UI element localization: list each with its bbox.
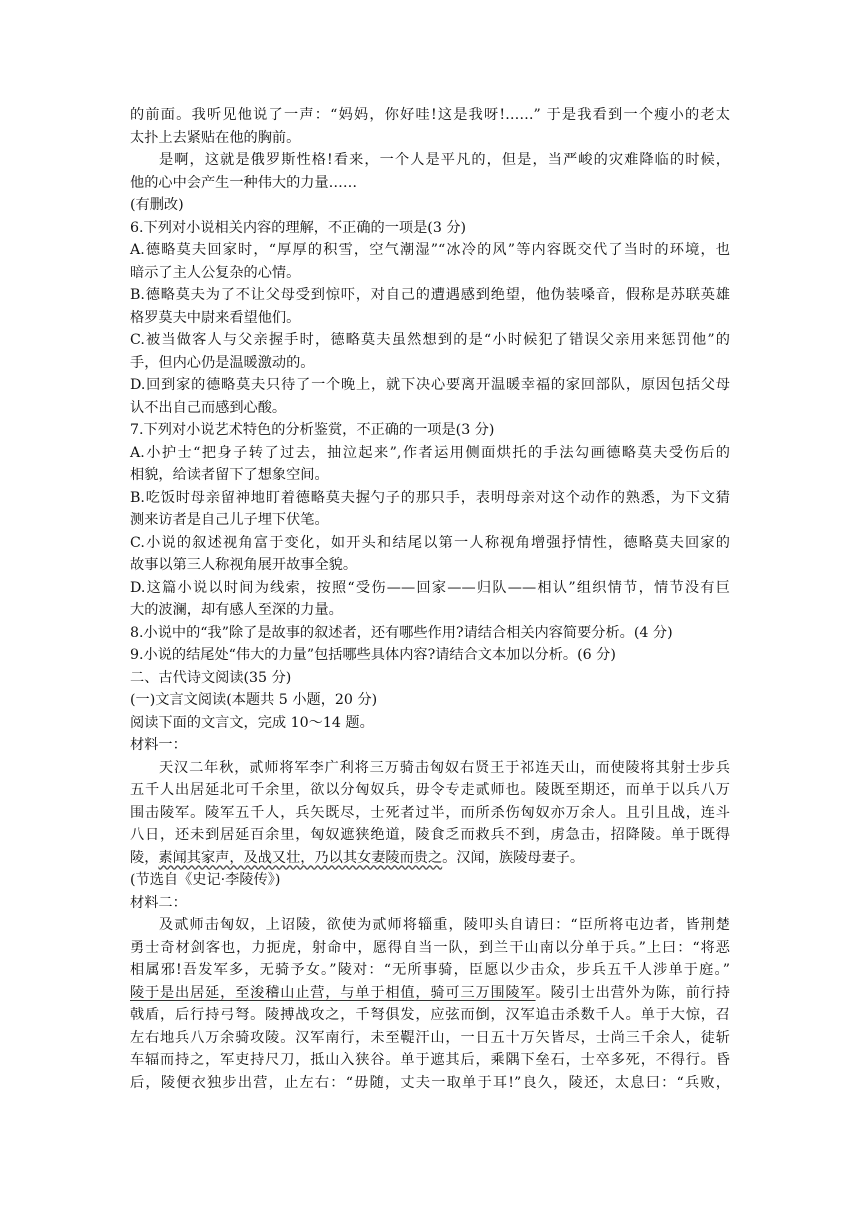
text-line: A.德略莫夫回家时，“厚厚的积雪，空气潮湿”“冰冷的风”等内容既交代了当时的环境，也 [130, 242, 730, 258]
text-line: 的前面。我听见他说了一声：“妈妈，你好哇!这是我呀!……” 于是我看到一个瘦小的老太 [130, 107, 730, 123]
text-line: 左右地兵八万余骑攻陵。汉军南行，未至鞮汗山，一日五十万矢皆尽，士尚三千余人，徒斩 [130, 1029, 730, 1046]
text-line: 及贰师击匈奴，上诏陵，欲使为贰师将辎重，陵叩头自请曰：“臣所将屯边者，皆荆楚 [159, 917, 730, 933]
text-line: 太扑上去紧贴在他的胸前。 [130, 129, 301, 146]
document-page [130, 104, 730, 1094]
text-line: 二、古代诗文阅读(35 分) [130, 669, 292, 686]
text-line: 勇士奇材剑客也，力扼虎，射命中，愿得自当一队，到兰干山南以分单于兵。”上曰：“将恶 [130, 939, 730, 956]
text-line: 9.小说的结尾处“伟大的力量”包括哪些具体内容?请结合文本加以分析。(6 分) [130, 647, 616, 663]
underlined-sentence: 陵于是出居延，至浚稽山止营，与单于相值，骑可三万围陵军 [130, 984, 536, 1001]
text-line: 天汉二年秋，贰师将军李广利将三万骑击匈奴右贤王于祁连天山，而使陵将其射士步兵 [159, 759, 730, 776]
line-suffix: 。汉闻，族陵母妻子。 [442, 849, 585, 866]
text-line: 是啊，这就是俄罗斯性格!看来，一个人是平凡的，但是，当严峻的灾难降临的时候， [159, 152, 730, 168]
line-prefix: 陵， [130, 849, 159, 866]
text-line: 车辐而持之，军吏持尺刀，抵山入狭谷。单于遮其后，乘隅下垒石，士卒多死，不得行。昏 [130, 1052, 730, 1068]
text-line: 阅读下面的文言文，完成 10～14 题。 [130, 714, 374, 731]
text-line: 围击陵军。陵军五千人，兵矢既尽，士死者过半，而所杀伤匈奴亦万余人。且引且战，连斗 [130, 804, 730, 821]
text-line: 认不出自己而感到心酸。 [130, 399, 287, 416]
wavy-underlined-sentence: 素闻其家声，及战又壮，乃以其女妻陵而贵之 [158, 849, 443, 866]
text-line: (节选自《史记·李陵传》) [130, 872, 281, 888]
text-line: 暗示了主人公复杂的心情。 [130, 264, 301, 281]
text-line: 他的心中会产生一种伟大的力量…… [130, 174, 358, 191]
text-line: 7.下列对小说艺术特色的分析鉴赏，不正确的一项是(3 分) [130, 422, 495, 438]
text-line: C.小说的叙述视角富于变化，如开头和结尾以第一人称视角增强抒情性，德略莫夫回家的 [130, 534, 730, 551]
text-line: 测来访者是自己儿子埋下伏笔。 [130, 512, 329, 528]
text-line: D.这篇小说以时间为线索，按照“受伤——回家——归队——相认”组织情节，情节没有巨 [130, 579, 730, 596]
text-line [130, 982, 730, 1005]
text-line: 6.下列对小说相关内容的理解，不正确的一项是(3 分) [130, 219, 467, 236]
text-line: (一)文言文阅读(本题共 5 小题，20 分) [130, 692, 378, 708]
text-line: 相貌，给读者留下了想象空间。 [130, 467, 329, 483]
text-line: C.被当做客人与父亲握手时，德略莫夫虽然想到的是“小时候犯了错误父亲用来惩罚他”的 [130, 332, 730, 348]
text-line: 材料二： [130, 894, 187, 911]
text-line: B.德略莫夫为了不让父母受到惊吓，对自己的遭遇感到绝望，他伪装嗓音，假称是苏联英雄 [130, 287, 730, 303]
text-line: 故事以第三人称视角展开故事全貌。 [130, 557, 358, 573]
text-line: 大的波澜，却有感人至深的力量。 [130, 602, 343, 618]
text-line: 相属邪!吾发军多，无骑予女。”陵对：“无所事骑，臣愿以少击众，步兵五千人涉单于庭。” [130, 962, 730, 978]
text-line: 手，但内心仍是温暖激动的。 [130, 354, 315, 371]
text-line: (有删改) [130, 197, 184, 213]
text-line: 戟盾，后行持弓弩。陵搏战攻之，千弩俱发，应弦而倒，汉军追击杀数千人。单于大惊，召 [130, 1007, 730, 1023]
text-line: 8.小说中的“我”除了是故事的叙述者，还有哪些作用?请结合相关内容简要分析。(4 分) [130, 624, 673, 641]
text-line: 格罗莫夫中尉来看望他们。 [130, 309, 301, 326]
text-line: 材料一： [130, 737, 187, 753]
text-line [130, 847, 730, 870]
text-line: A.小护士“把身子转了过去，抽泣起来”,作者运用侧面烘托的手法勾画德略莫夫受伤后的 [130, 444, 730, 461]
text-line: 八日，还未到居延百余里，匈奴遮狭绝道，陵食乏而救兵不到，虏急击，招降陵。单于既得 [130, 827, 730, 843]
text-line: B.吃饭时母亲留神地盯着德略莫夫握勺子的那只手，表明母亲对这个动作的熟悉，为下文猜 [130, 489, 730, 506]
text-line: D.回到家的德略莫夫只待了一个晚上，就下决心要离开温暖幸福的家回部队，原因包括父母 [130, 377, 730, 393]
text-line: 五千人出居延北可千余里，欲以分匈奴兵，毋令专走贰师也。陵既至期还，而单于以兵八万 [130, 782, 730, 798]
text-line: 后，陵便衣独步出营，止左右：“毋随，丈夫一取单于耳!”良久，陵还，太息曰：“兵败， [130, 1074, 730, 1091]
line-suffix: 。陵引士出营外为陈，前行持 [535, 984, 730, 1001]
